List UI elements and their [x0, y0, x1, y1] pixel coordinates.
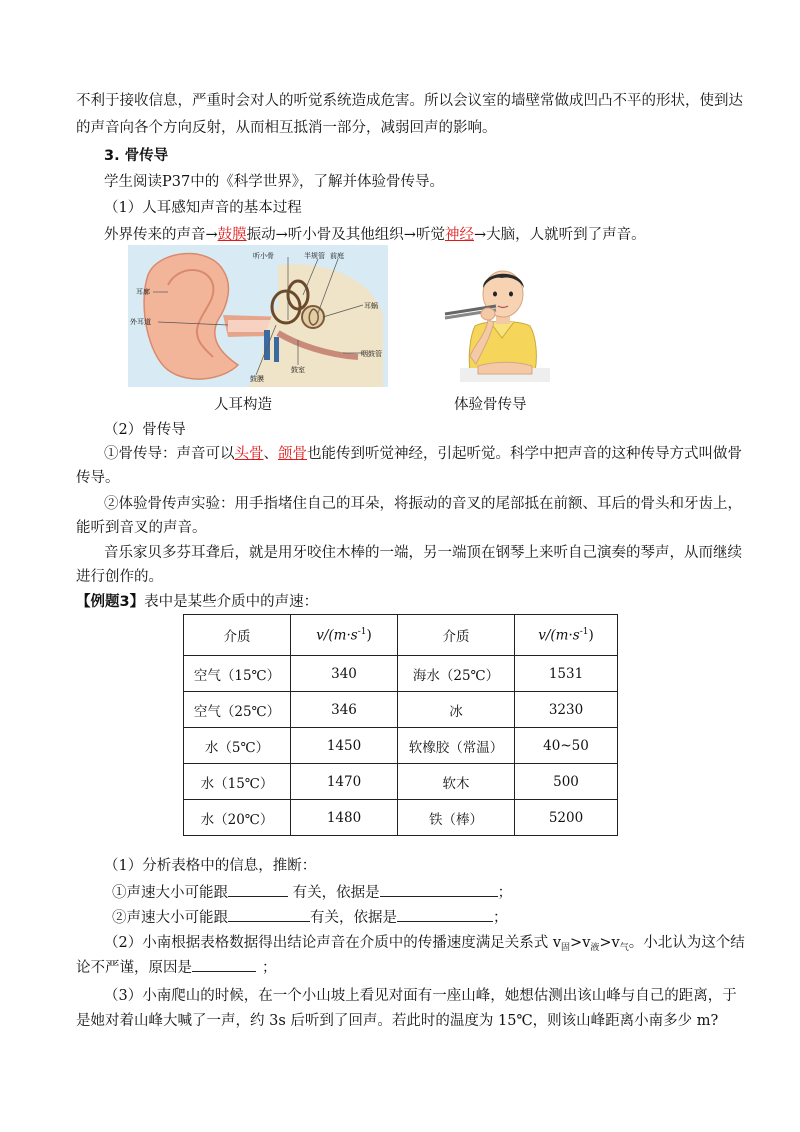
- table-cell: 水（15℃）: [184, 764, 291, 800]
- ear-label-ossicles: 听小骨: [253, 252, 274, 260]
- intro-line: 学生阅读P37中的《科学世界》，了解并体验骨传导。: [104, 174, 444, 190]
- table-cell: 1531: [515, 656, 618, 692]
- header-speed: $v/(m\cdot s^{-1})$: [515, 615, 618, 656]
- table-cell: 340: [291, 656, 398, 692]
- process-text: 振动→听小骨及其他组织→听觉: [246, 227, 445, 243]
- ear-label-eardrum: 鼓膜: [250, 375, 264, 383]
- question-3-line2: 是她对着山峰大喊了一声，约 3s 后听到了回声。若此时的温度为 15℃，则该山峰距离小南多少 m?: [76, 1013, 719, 1029]
- subscript: 固: [561, 943, 571, 953]
- table-cell: 1480: [291, 800, 398, 836]
- ear-label-auricle: 耳廓: [136, 288, 150, 296]
- table-cell: 水（5℃）: [184, 728, 291, 764]
- item-text: 也能传到听觉神经，引起听觉。科学中把声音的这种传导方式叫做骨: [307, 446, 742, 462]
- table-row: [184, 728, 618, 764]
- table-row: [184, 656, 618, 692]
- item-text: ①骨传导：声音可以: [104, 446, 235, 462]
- table-cell: 1450: [291, 728, 398, 764]
- ear-label-semicircular-canals: 半规管: [304, 252, 325, 260]
- table-cell: 3230: [515, 692, 618, 728]
- table-cell: 软橡胶（常温）: [398, 728, 515, 764]
- subheading-hearing-process: （1）人耳感知声音的基本过程: [104, 200, 302, 216]
- table-row: [184, 764, 618, 800]
- question-text: 有关，依据是: [288, 885, 380, 901]
- question-1: （1）分析表格中的信息，推断：: [104, 858, 317, 874]
- question-text: ；: [262, 960, 277, 976]
- table-cell: 空气（25℃）: [184, 692, 291, 728]
- question-text: ①声速大小可能跟: [112, 885, 228, 901]
- answer-blank[interactable]: [397, 907, 493, 922]
- question-text: 有关，依据是: [310, 910, 397, 926]
- answer-blank[interactable]: [228, 882, 288, 897]
- table-cell: 500: [515, 764, 618, 800]
- boy-tuning-fork-image: [440, 256, 550, 384]
- question-2-line2: [76, 957, 277, 978]
- subscript: 液: [590, 943, 600, 953]
- sound-speed-table: [183, 614, 618, 836]
- beethoven-story-line2: 进行创作的。: [76, 569, 163, 585]
- hearing-process-line: [104, 225, 646, 245]
- item-text: 、: [263, 446, 278, 462]
- ear-label-cochlea: 耳蜗: [364, 302, 378, 310]
- question-text: ；: [497, 885, 513, 901]
- example-intro: [76, 592, 318, 612]
- example-tag: 【例题3】: [76, 594, 145, 610]
- question-3-line1: （3）小南爬山的时候，在一个小山坡上看见对面有一座山峰，她想估测出该山峰与自己的距离，于: [104, 988, 737, 1004]
- question-1b: [112, 907, 508, 928]
- question-text: >v: [599, 935, 620, 951]
- question-text: >v: [570, 935, 591, 951]
- ear-diagram-image: [128, 245, 388, 387]
- table-cell: 346: [291, 692, 398, 728]
- bone-conduction-item1-line1: [104, 444, 742, 464]
- question-text: （2）小南根据表格数据得出结论声音在介质中的传播速度满足关系式 v: [104, 935, 562, 951]
- example-text: 表中是某些介质中的声速：: [144, 594, 319, 610]
- header-medium: 介质: [184, 615, 291, 656]
- table-cell: 铁（棒）: [398, 800, 515, 836]
- boy-figure-caption: 体验骨传导: [454, 397, 527, 413]
- question-text: 。小北认为这个结: [628, 935, 745, 951]
- table-cell: 海水（25℃）: [398, 656, 515, 692]
- answer-blank[interactable]: [228, 907, 310, 922]
- question-text: ②声速大小可能跟: [112, 910, 228, 926]
- subheading-bone-conduction: （2）骨传导: [104, 422, 186, 438]
- table-cell: 40~50: [515, 728, 618, 764]
- process-text: →大脑，人就听到了声音。: [473, 227, 646, 243]
- question-text: ；: [493, 910, 508, 926]
- bone-conduction-figure: [440, 256, 550, 384]
- header-speed: $v/(m\cdot s^{-1})$: [291, 615, 398, 656]
- ear-figure-caption: 人耳构造: [214, 397, 272, 413]
- ear-label-eustachian-tube: 咽鼓管: [361, 350, 382, 358]
- question-text: 论不严谨，原因是: [76, 960, 192, 976]
- section-heading: 3. 骨传导: [104, 148, 169, 164]
- subscript: 气: [619, 943, 629, 953]
- bone-conduction-item2-line2: 能听到音叉的声音。: [76, 520, 207, 536]
- process-text: 外界传来的声音→: [104, 227, 218, 243]
- ear-anatomy-figure: [128, 245, 388, 387]
- table-cell: 空气（15℃）: [184, 656, 291, 692]
- table-cell: 软木: [398, 764, 515, 800]
- keyword-eardrum: 鼓膜: [217, 227, 247, 243]
- table-row: [184, 800, 618, 836]
- table-header-row: [184, 615, 618, 656]
- header-medium: 介质: [398, 615, 515, 656]
- keyword-nerve: 神经: [444, 227, 474, 243]
- table-cell: 水（20℃）: [184, 800, 291, 836]
- answer-blank[interactable]: [192, 957, 256, 972]
- ear-label-tympanic-cavity: 鼓室: [291, 366, 305, 374]
- table-cell: 1470: [291, 764, 398, 800]
- bone-conduction-item2-line1: ②体验骨传声实验：用手指堵住自己的耳朵，将振动的音叉的尾部抵在前额、耳后的骨头和牙齿上，: [104, 496, 742, 512]
- answer-blank[interactable]: [380, 882, 498, 897]
- keyword-skull: 头骨: [234, 446, 264, 462]
- ear-label-vestibule: 前庭: [330, 252, 344, 260]
- ear-label-ear-canal: 外耳道: [130, 318, 151, 326]
- table-cell: 5200: [515, 800, 618, 836]
- paragraph-line: 不利于接收信息，严重时会对人的听觉系统造成危害。所以会议室的墙壁常做成凹凸不平的形状，使到达: [76, 93, 743, 109]
- table-row: [184, 692, 618, 728]
- bone-conduction-item1-line2: 传导。: [76, 470, 120, 486]
- beethoven-story-line1: 音乐家贝多芬耳聋后，就是用牙咬住木棒的一端，另一端顶在钢琴上来听自己演奏的琴声，从而继续: [104, 545, 742, 561]
- paragraph-line: 的声音向各个方向反射，从而相互抵消一部分，减弱回声的影响。: [76, 120, 497, 136]
- table-cell: 冰: [398, 692, 515, 728]
- question-2-line1: [104, 933, 745, 958]
- keyword-jaw: 颌骨: [278, 446, 307, 462]
- question-1a: [112, 882, 512, 903]
